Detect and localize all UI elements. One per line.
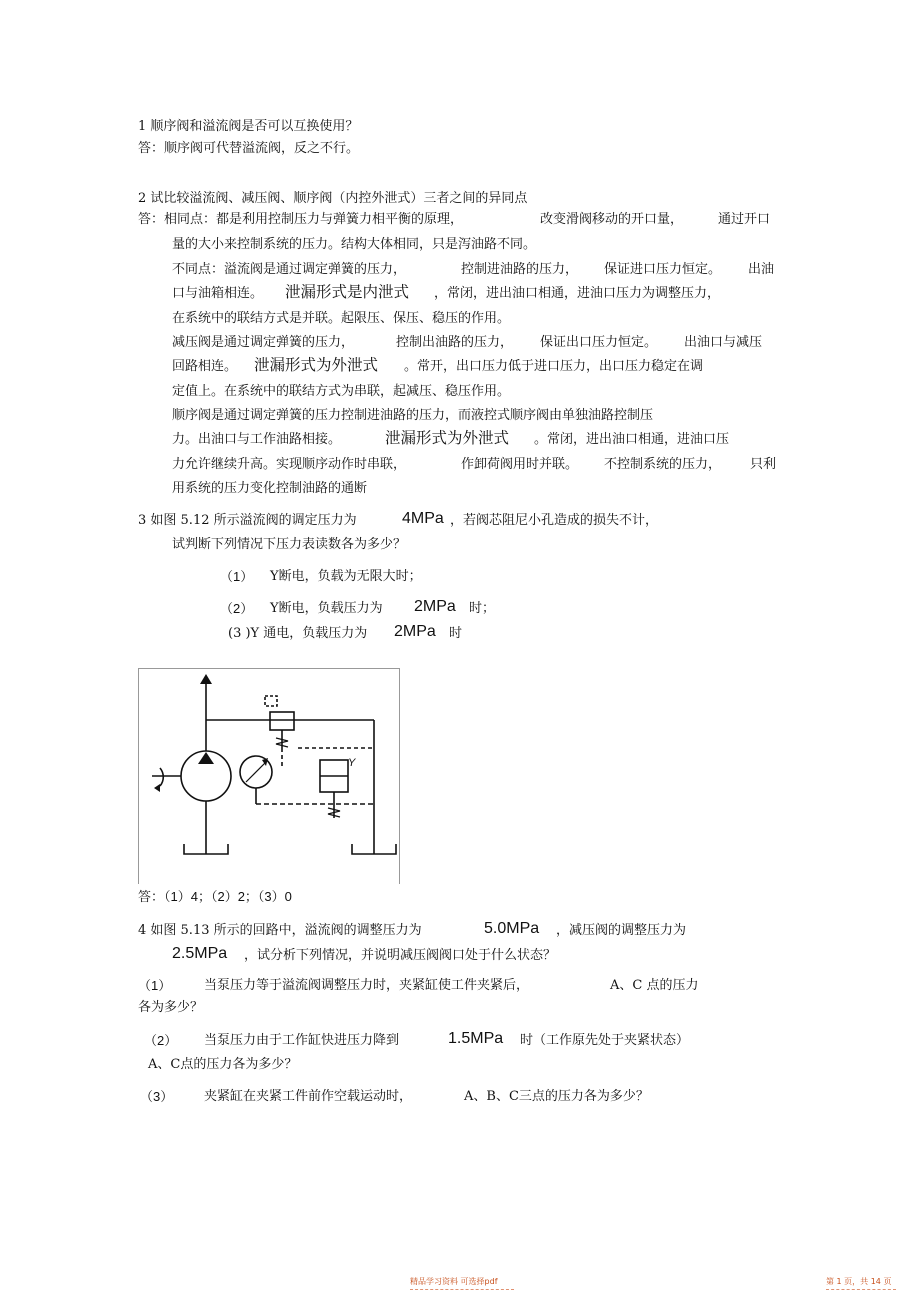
q2-relief-2a: 口与油箱相连。 [172,286,264,301]
q2-sequence-3c: 不控制系统的压力， [604,457,722,472]
q2-reducing-1d: 出油口与减压 [684,335,763,350]
q2-relief-line-3: 在系统中的联结方式是并联。起限压、保压、稳压的作用。 [172,311,511,326]
q3-case-1-text: Y断电，负载为无限大时； [270,569,422,584]
q4-line-1a: 4 如图 5.13 所示的回路中，溢流阀的调整压力为 [138,923,422,938]
q2-relief-leak-form: 泄漏形式是内泄式 [285,283,410,301]
q2-sequence-leak-form: 泄漏形式为外泄式 [385,429,510,447]
q3-line-2: 试判断下列情况下压力表读数各为多少？ [172,537,407,552]
q2-sequence-3b: 作卸荷阀用时并联。 [461,457,579,472]
q3-case-2a: Y断电，负载压力为 [270,601,383,616]
q1-question: 1 顺序阀和溢流阀是否可以互换使用？ [138,119,359,134]
q3-case-1-number: （1） [220,569,254,584]
q2-answer-1c: 通过开口 [718,212,771,227]
q2-reducing-line-3: 定值上。在系统中的联结方式为串联，起减压、稳压作用。 [172,384,511,399]
q4-line-1c: ，减压阀的调整压力为 [556,923,687,938]
footer-watermark: 精品学习资料 可选择pdf [410,1277,498,1286]
q4-case-3-number: （3） [140,1089,174,1104]
q2-relief-2c: ，常闭，进出油口相通，进油口压力为调整压力， [434,286,721,301]
q2-reducing-1c: 保证出口压力恒定。 [540,335,658,350]
footer-left-divider [410,1289,514,1290]
q1-answer: 答：顺序阀可代替溢流阀，反之不行。 [138,141,360,156]
q2-sequence-line-1: 顺序阀是通过调定弹簧的压力控制进油路的压力，而液控式顺序阀由单独油路控制压 [172,408,654,423]
q3-set-pressure: 4MPa [402,510,444,527]
q2-relief-1b: 控制进油路的压力， [461,262,579,277]
q2-sequence-2a: 力。出油口与工作油路相接。 [172,432,342,447]
q4-case-1-line-2: 各为多少？ [138,1000,204,1015]
q4-case-2-line-2: A、C点的压力各为多少？ [148,1057,298,1072]
q2-reducing-leak-form: 泄漏形式为外泄式 [254,356,379,374]
q4-relief-pressure: 5.0MPa [484,920,540,937]
q2-relief-1d: 出油 [748,262,775,277]
drive-rotation-arrow-icon [154,784,160,792]
q3-line-1c: ，若阀芯阻尼小孔造成的损失不计， [450,513,659,528]
q4-line-2b: ，试分析下列情况，并说明减压阀阀口处于什么状态？ [244,948,557,963]
q2-question: 2 试比较溢流阀、减压阀、顺序阀（内控外泄式）三者之间的异同点 [138,191,528,206]
footer-right-divider [826,1289,896,1290]
pump-direction-arrow-icon [198,752,214,764]
q4-case-3b: A、B、C三点的压力各为多少？ [464,1089,649,1104]
solenoid-y-label: Y [348,757,356,769]
q4-case-2-pressure: 1.5MPa [448,1030,504,1047]
q4-case-1a: 当泵压力等于溢流阀调整压力时，夹紧缸使工件夹紧后， [204,978,530,993]
q4-case-2-number: （2） [144,1033,178,1048]
q3-answer: 答：（1）4；（2）2；（3）0 [138,889,292,904]
q2-sequence-3d: 只利 [750,457,777,472]
flow-up-arrow-icon [200,674,212,684]
q2-sequence-3a: 力允许继续升高。实现顺序动作时串联， [172,457,407,472]
q4-case-1b: A、C 点的压力 [610,978,699,993]
q3-case-3c: 时 [449,626,463,641]
q3-case-3-pressure: 2MPa [394,623,436,640]
q3-case-2-number: （2） [220,601,254,616]
q4-case-2c: 时（工作原先处于夹紧状态） [520,1033,690,1048]
q2-reducing-2a: 回路相连。 [172,359,238,374]
q3-case-2c: 时； [469,601,496,616]
q2-relief-1a: 不同点：溢流阀是通过调定弹簧的压力， [172,262,407,277]
q2-relief-1c: 保证进口压力恒定。 [604,262,722,277]
footer-page-number: 第 1 页，共 14 页 [826,1277,892,1286]
q2-answer-1b: 改变滑阀移动的开口量， [540,212,684,227]
q2-reducing-2c: 。常开，出口压力低于进口压力，出口压力稳定在调 [404,359,704,374]
q4-case-1-number: （1） [138,978,172,993]
q2-answer-1a: 答：相同点：都是利用控制压力与弹簧力相平衡的原理， [138,212,464,227]
q2-reducing-1a: 减压阀是通过调定弹簧的压力， [172,335,355,350]
q3-case-3a: (3 )Y 通电，负载压力为 [228,626,368,641]
q2-reducing-1b: 控制出油路的压力， [396,335,514,350]
q4-case-2a: 当泵压力由于工作缸快进压力降到 [204,1033,400,1048]
q3-line-1a: 3 如图 5.12 所示溢流阀的调定压力为 [138,513,357,528]
q2-sequence-2c: 。常闭，进出油口相通，进油口压 [534,432,730,447]
q3-case-2-pressure: 2MPa [414,598,456,615]
q4-reducing-pressure: 2.5MPa [172,945,228,962]
q2-sequence-line-4: 用系统的压力变化控制油路的通断 [172,481,368,496]
q2-answer-line-2: 量的大小来控制系统的压力。结构大体相同，只是泻油路不同。 [172,237,537,252]
q4-case-3a: 夹紧缸在夹紧工件前作空载运动时， [204,1089,413,1104]
hydraulic-circuit-figure [138,668,400,884]
